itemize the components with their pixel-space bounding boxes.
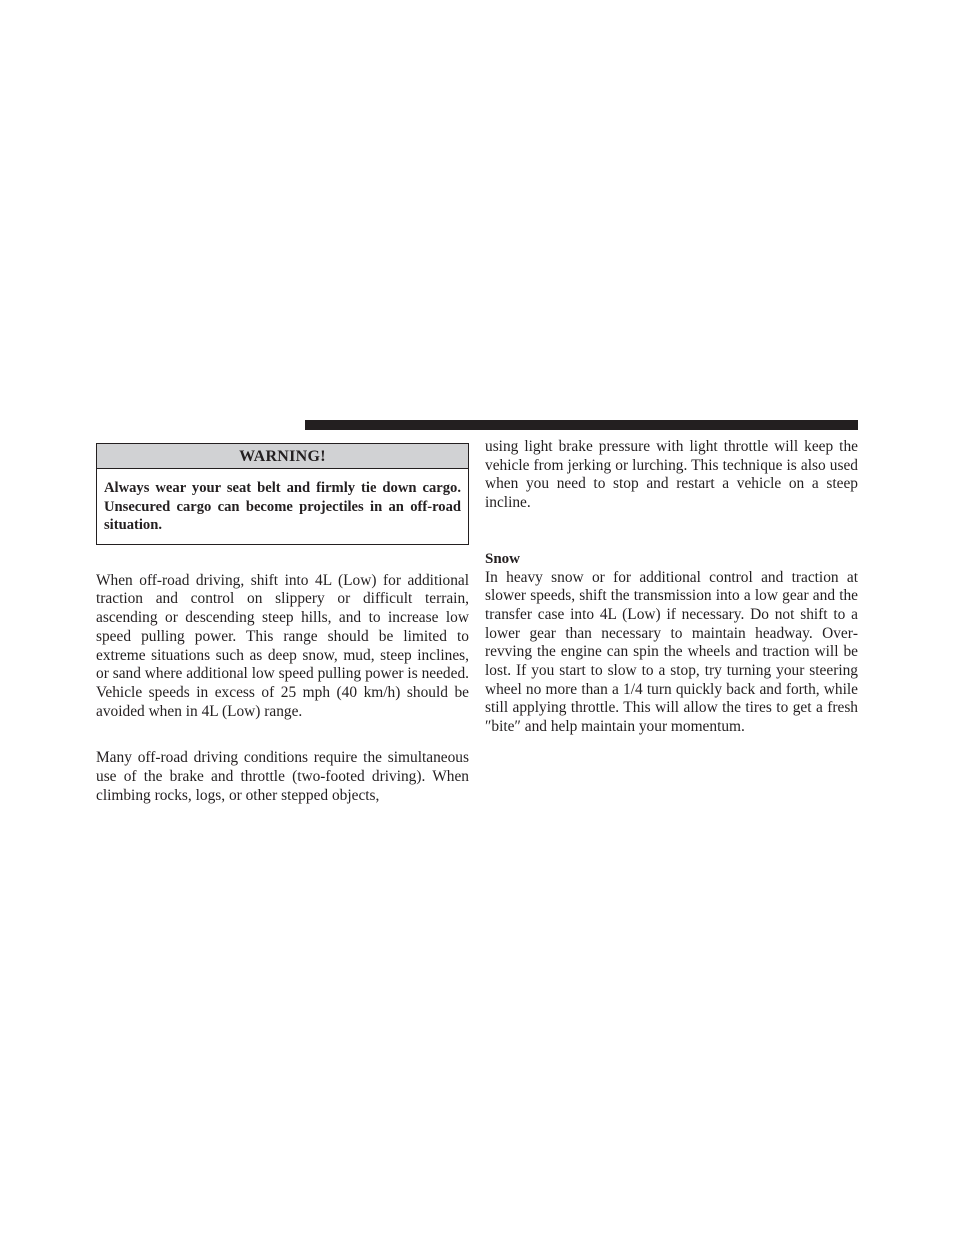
warning-title: WARNING! <box>97 444 468 469</box>
snow-heading: Snow <box>485 550 521 567</box>
continuation-paragraph: using light brake pressure with light throttle will keep the vehicle from jerking or lurching. This technique is also used when you need to stop and restart a vehicle on a steep incline. <box>485 438 858 512</box>
warning-box <box>96 443 469 545</box>
brake-throttle-paragraph: Many off-road driving conditions require the simultaneous use of the brake and throttle (two-footed driving). When climbing rocks, logs, or other stepped objects, <box>96 749 469 804</box>
snow-paragraph: In heavy snow or for additional control and traction at slower speeds, shift the transmission into a low gear and the transfer case into 4L (Low) if necessary. Do not shift to a lower gear than necessary to maintain headway. Overrevving the engine can spin the wheels and traction will be lost. If you start to slow to a stop, try turning your steering wheel no more than a 1/4 turn quickly back and forth, while still applying throttle. This will allow the tires to get a fresh ″bite″ and help maintain your momentum. <box>485 568 858 736</box>
left-column <box>96 443 469 806</box>
section-header-bar <box>305 420 858 430</box>
warning-text: Always wear your seat belt and firmly tie down cargo. Unsecured cargo can become projectiles in an off-road situation. <box>104 480 461 534</box>
low-range-paragraph: When off-road driving, shift into 4L (Low) for additional traction and control on slippery or difficult terrain, ascending or descending steep hills, and to increase low speed pulling power. This range should be limited to extreme situations such as deep snow, mud, steep inclines, or sand where additional low speed pulling power is needed. Vehicle speeds in excess of 25 mph (40 km/h) should be avoided when in 4L (Low) range. <box>96 571 469 720</box>
right-column <box>485 438 858 737</box>
